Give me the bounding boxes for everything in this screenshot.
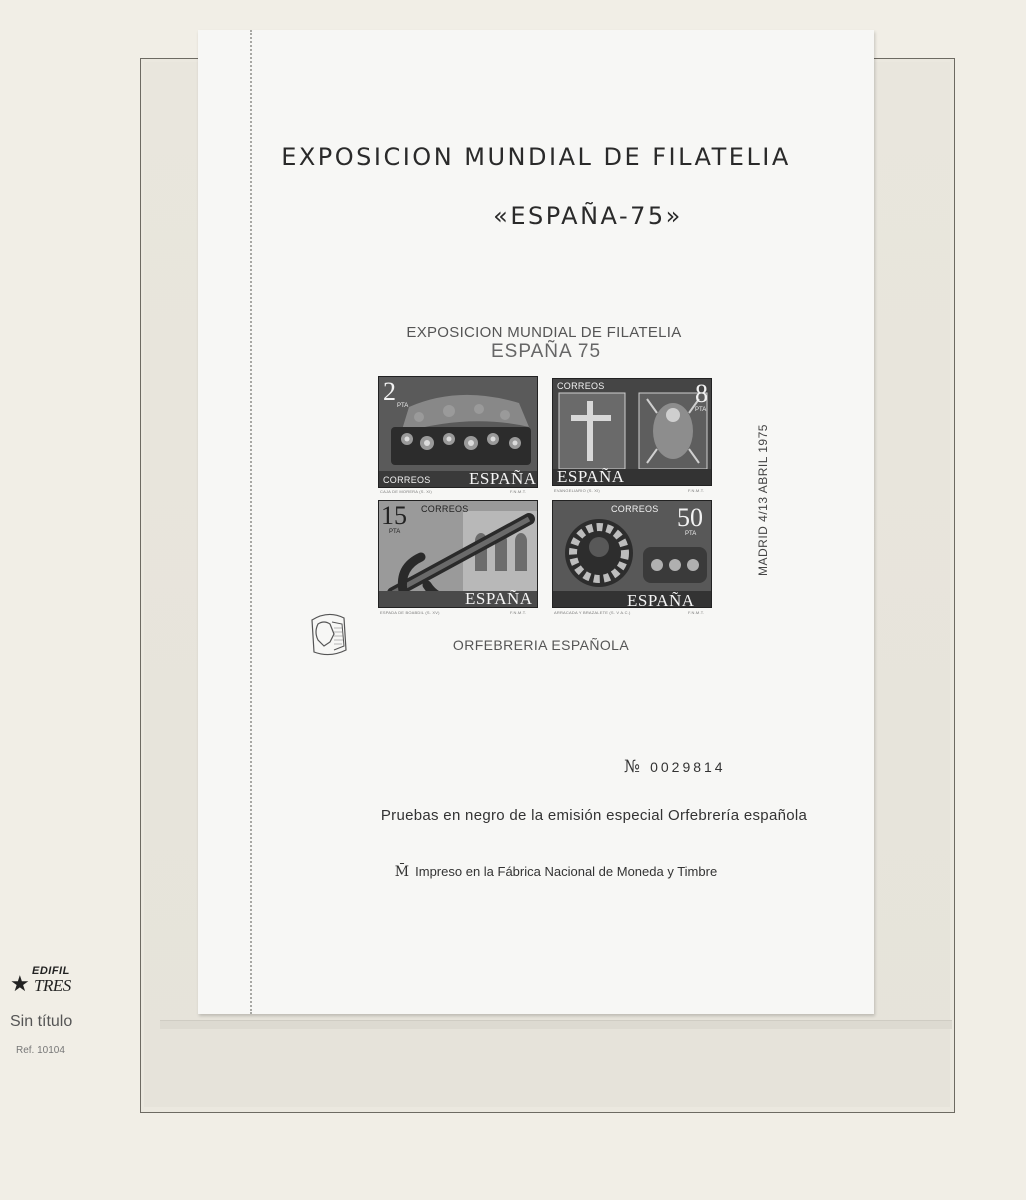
stamp-printer: F.N.M.T. <box>688 488 705 493</box>
page-reference: Ref. 10104 <box>16 1045 65 1056</box>
souvenir-sheet <box>198 30 874 1014</box>
block-title: EXPOSICION MUNDIAL DE FILATELIA <box>406 324 682 341</box>
stamp-denomination: 8 <box>695 379 708 408</box>
stamp-country: ESPAÑA <box>627 591 695 608</box>
brand-edifil: EDIFIL <box>32 965 70 977</box>
stamp-country: ESPAÑA <box>465 589 533 608</box>
block-theme-label: ORFEBRERIA ESPAÑOLA <box>452 637 630 653</box>
block-subtitle: ESPAÑA 75 <box>490 341 602 362</box>
stamp-correos-label: CORREOS <box>611 504 659 514</box>
stamp-caption: ARRACADA Y BRAZALETE (S. V A.C.) <box>554 610 631 615</box>
madrid-date-vertical: MADRID 4/13 ABRIL 1975 <box>756 424 770 576</box>
printer-text: Impreso en la Fábrica Nacional de Moneda y Timbre <box>415 864 718 879</box>
stamp-printer: F.N.M.T. <box>688 610 705 615</box>
stamp-correos-label: CORREOS <box>557 381 605 391</box>
stamp-country: ESPAÑA <box>557 467 625 486</box>
stamp-8-pta <box>552 378 712 486</box>
printer-line <box>198 864 914 880</box>
stamp-printer: F.N.M.T. <box>510 610 527 615</box>
stamp-caption: EVANGELIARIO (S. XI) <box>554 488 600 493</box>
mount-strip <box>160 1020 952 1029</box>
stamp-unit: PTA <box>685 531 697 537</box>
serial-number <box>624 757 726 777</box>
stamp-15-pta <box>378 500 538 608</box>
numero-sign: № <box>624 757 641 777</box>
star-icon: ★ <box>10 971 30 996</box>
stamp-correos-label: CORREOS <box>421 504 469 514</box>
stamp-printer: F.N.M.T. <box>510 489 527 494</box>
stamp-unit: PTA <box>389 529 401 535</box>
fnmt-mark-icon: M̄ <box>394 864 410 880</box>
stamp-caption: ESPADA DE BOABDIL (S. XV) <box>380 610 440 615</box>
serial-number-value: 0029814 <box>650 759 726 775</box>
stamp-50-pta <box>552 500 712 608</box>
stamp-denomination: 50 <box>677 503 703 532</box>
stamp-denomination: 2 <box>383 377 396 406</box>
stamp-unit: PTA <box>397 403 409 409</box>
stamp-unit: PTA <box>695 407 707 413</box>
sheet-subtitle: «ESPAÑA-75» <box>493 202 683 230</box>
stamp-correos-label: CORREOS <box>383 475 431 485</box>
proof-description: Pruebas en negro de la emisión especial Orfebrería española <box>380 807 808 824</box>
brand-tres: TRES <box>34 976 71 995</box>
page-title: Sin título <box>10 1013 73 1030</box>
sheet-title: EXPOSICION MUNDIAL DE FILATELIA <box>281 143 791 171</box>
stamp-country: ESPAÑA <box>469 469 537 488</box>
stamp-2-pta <box>378 376 538 488</box>
stamp-denomination: 15 <box>381 501 407 530</box>
stamp-caption: CAJA DE MORERA (S. XI) <box>380 489 432 494</box>
